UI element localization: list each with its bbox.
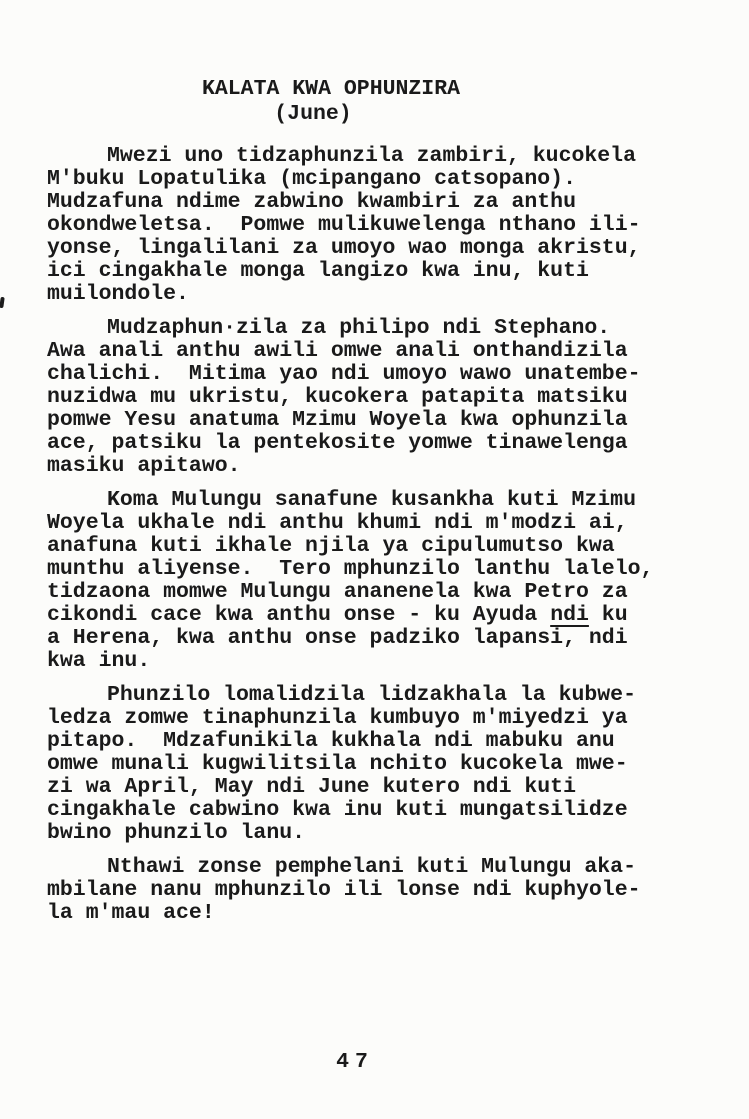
document-title: KALATA KWA OPHUNZIRA xyxy=(201,77,461,101)
text-line: Phunzilo lomalidzila lidzakhala la kubwe- xyxy=(107,683,636,707)
text-line: chalichi. Mitima yao ndi umoyo wawo unatembe- xyxy=(47,362,641,386)
text-line: zi wa April, May ndi June kutero ndi kuti xyxy=(47,775,576,799)
text-line: Koma Mulungu sanafune kusankha kuti Mzimu xyxy=(107,488,636,512)
paragraph xyxy=(47,489,727,673)
page-number: 47 xyxy=(336,1050,374,1074)
text-line: la m'mau ace! xyxy=(47,901,215,925)
paragraph xyxy=(47,317,727,478)
text-line: Woyela ukhale ndi anthu khumi ndi m'modzi ai, xyxy=(47,511,628,535)
text-line: muilondole. xyxy=(47,282,189,306)
text-line: Mwezi uno tidzaphunzila zambiri, kucokela xyxy=(107,144,636,168)
text-line: Mudzafuna ndime zabwino kwambiri za anthu xyxy=(47,190,576,214)
text-line: omwe munali kugwilitsila nchito kucokela mwe- xyxy=(47,752,628,776)
text-line: munthu aliyense. Tero mphunzilo lanthu lalelo, xyxy=(47,557,654,581)
underlined-word: ndi xyxy=(550,603,589,627)
text-line: masiku apitawo. xyxy=(47,454,241,478)
text-line: mbilane nanu mphunzilo ili lonse ndi kuphyole- xyxy=(47,878,641,902)
letter-body xyxy=(47,145,727,936)
paragraph xyxy=(47,145,727,306)
text-line: yonse, lingalilani za umoyo wao monga akristu, xyxy=(47,236,641,260)
text-line: kwa inu. xyxy=(47,649,151,673)
text-line: ici cingakhale monga langizo kwa inu, kuti xyxy=(47,259,589,283)
text-line: Awa anali anthu awili omwe anali onthandizila xyxy=(47,339,628,363)
paragraph xyxy=(47,856,727,925)
text-line: Mudzaphun·zila za philipo ndi Stephano. xyxy=(107,316,611,340)
text-line: okondweletsa. Pomwe mulikuwelenga nthano ili- xyxy=(47,213,641,237)
text-line: cikondi cace kwa anthu onse - ku Ayuda ndi ku xyxy=(47,603,628,627)
text-line: nuzidwa mu ukristu, kucokera patapita matsiku xyxy=(47,385,628,409)
text-line: a Herena, kwa anthu onse padziko lapansi, ndi xyxy=(47,626,628,650)
paragraph xyxy=(47,684,727,845)
text-line: ace, patsiku la pentekosite yomwe tinawelenga xyxy=(47,431,628,455)
text-line: anafuna kuti ikhale njila ya cipulumutso kwa xyxy=(47,534,615,558)
text-line: cingakhale cabwino kwa inu kuti mungatsilidze xyxy=(47,798,628,822)
document-subtitle: (June) xyxy=(274,102,352,126)
text-line: bwino phunzilo lanu. xyxy=(47,821,306,845)
text-line: ledza zomwe tinaphunzila kumbuyo m'miyedzi ya xyxy=(47,706,628,730)
text-line: tidzaona momwe Mulungu ananenela kwa Petro za xyxy=(47,580,628,604)
scan-artifact-mark xyxy=(0,297,5,308)
text-line: Nthawi zonse pemphelani kuti Mulungu aka- xyxy=(107,855,636,879)
text-line: pitapo. Mdzafunikila kukhala ndi mabuku anu xyxy=(47,729,615,753)
text-line: pomwe Yesu anatuma Mzimu Woyela kwa ophunzila xyxy=(47,408,628,432)
text-line: M'buku Lopatulika (mcipangano catsopano). xyxy=(47,167,576,191)
